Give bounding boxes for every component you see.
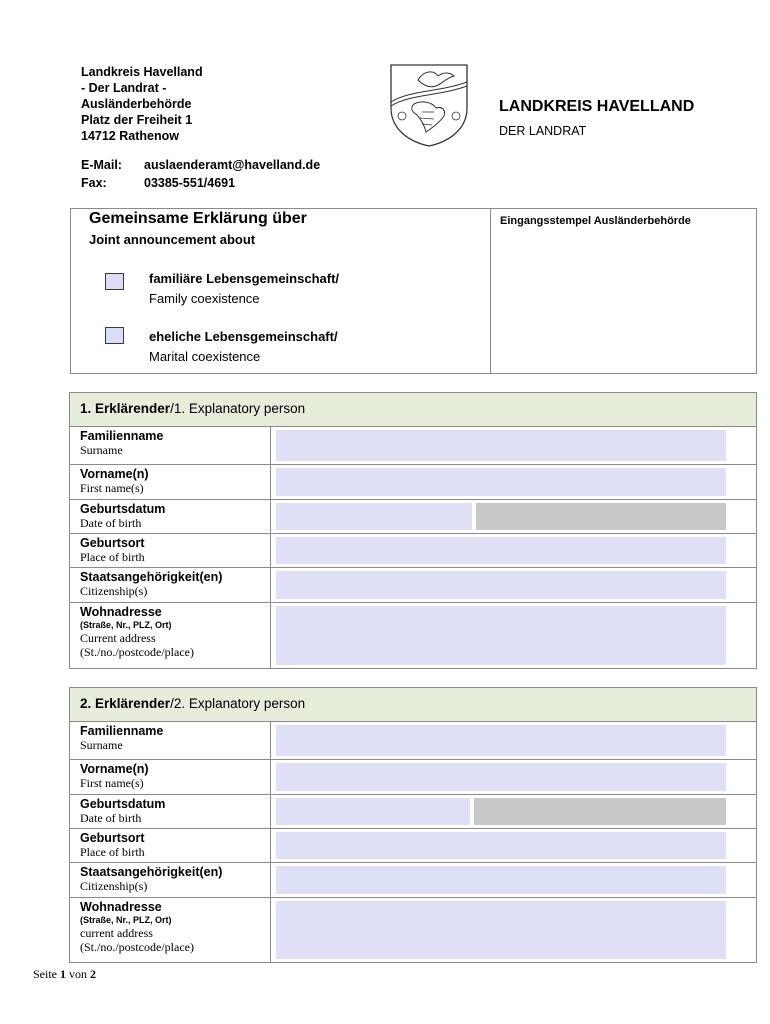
first-name-input[interactable] [276, 763, 726, 791]
sender-line: 14712 Rathenow [81, 129, 179, 143]
table-row [70, 722, 756, 760]
label-en: Date of birth [80, 516, 142, 530]
date-of-birth-input[interactable] [276, 503, 472, 530]
page-number: 1 [60, 967, 66, 981]
label-de: Geburtsdatum [80, 797, 166, 811]
address-input[interactable] [276, 901, 726, 959]
row-label [70, 829, 271, 862]
label-en-detail: (St./no./postcode/place) [80, 940, 194, 954]
surname-input[interactable] [276, 430, 726, 461]
footer-middle: von [69, 967, 87, 981]
email-row [81, 156, 320, 174]
brand-title: LANDKREIS HAVELLAND [499, 98, 695, 115]
person-2-section [69, 687, 757, 963]
person-1-section [69, 392, 757, 669]
sender-line: - Der Landrat - [81, 81, 167, 95]
label-en: First name(s) [80, 481, 144, 495]
date-of-birth-input[interactable] [276, 798, 470, 825]
email-label: E-Mail: [81, 158, 122, 172]
place-of-birth-input[interactable] [276, 537, 726, 564]
stamp-label: Eingangsstempel Ausländerbehörde [500, 215, 691, 227]
declaration-subtitle: Joint announcement about [89, 232, 256, 247]
label-en: Place of birth [80, 845, 145, 859]
row-label [70, 898, 271, 962]
table-row [70, 898, 756, 962]
declaration-divider [490, 208, 491, 374]
date-of-birth-extra-field [476, 503, 726, 530]
fax-row [81, 174, 320, 192]
sender-address [81, 64, 203, 144]
label-de: Familienname [80, 429, 164, 443]
citizenship-input[interactable] [276, 866, 726, 894]
person-1-heading [70, 393, 756, 427]
label-en: Place of birth [80, 550, 145, 564]
page-footer [33, 967, 96, 982]
table-row [70, 863, 756, 898]
row-label [70, 722, 271, 759]
label-en: current address [80, 926, 153, 940]
label-de: Staatsangehörigkeit(en) [80, 865, 223, 879]
person-2-heading-en: /2. Explanatory person [170, 696, 306, 711]
row-label [70, 603, 271, 668]
label-en: Citizenship(s) [80, 584, 148, 598]
person-1-heading-de: 1. Erklärender [80, 401, 171, 416]
table-row [70, 427, 756, 465]
row-label [70, 760, 271, 794]
fax-label: Fax: [81, 176, 107, 190]
row-label [70, 427, 271, 464]
row-label [70, 500, 271, 533]
label-de: Wohnadresse [80, 900, 162, 914]
citizenship-input[interactable] [276, 571, 726, 599]
email-value: auslaenderamt@havelland.de [144, 158, 321, 172]
row-label [70, 863, 271, 897]
table-row [70, 465, 756, 500]
table-row [70, 534, 756, 568]
person-2-heading-de: 2. Erklärender [80, 696, 171, 711]
table-row [70, 829, 756, 863]
surname-input[interactable] [276, 725, 726, 756]
person-2-heading [70, 688, 756, 722]
table-row [70, 603, 756, 668]
label-en: Date of birth [80, 811, 142, 825]
label-de: Vorname(n) [80, 467, 149, 481]
marital-coexistence-checkbox[interactable] [105, 327, 124, 344]
label-en-detail: (St./no./postcode/place) [80, 645, 194, 659]
row-label [70, 534, 271, 567]
first-name-input[interactable] [276, 468, 726, 496]
row-label [70, 795, 271, 828]
sender-line: Ausländerbehörde [81, 97, 192, 111]
label-de: Wohnadresse [80, 605, 162, 619]
sender-contact [81, 156, 320, 192]
footer-prefix: Seite [33, 967, 57, 981]
label-en: First name(s) [80, 776, 144, 790]
label-de: Geburtsort [80, 536, 145, 550]
family-coexistence-label: familiäre Lebensgemeinschaft/ [149, 271, 340, 286]
table-row [70, 760, 756, 795]
label-de: Geburtsdatum [80, 502, 166, 516]
label-de: Geburtsort [80, 831, 145, 845]
table-row [70, 795, 756, 829]
row-label [70, 465, 271, 499]
label-en: Citizenship(s) [80, 879, 148, 893]
family-coexistence-checkbox[interactable] [105, 273, 124, 290]
date-of-birth-extra-field [474, 798, 726, 825]
sender-line: Landkreis Havelland [81, 65, 203, 79]
label-en: Current address [80, 631, 156, 645]
coat-of-arms-icon [388, 62, 470, 148]
brand-subtitle: DER LANDRAT [499, 124, 587, 138]
label-de: Vorname(n) [80, 762, 149, 776]
marital-coexistence-label: eheliche Lebensgemeinschaft/ [149, 329, 338, 344]
label-en: Surname [80, 443, 123, 457]
label-hint: (Straße, Nr., PLZ, Ort) [80, 620, 172, 630]
family-coexistence-label-en: Family coexistence [149, 291, 260, 306]
sender-line: Platz der Freiheit 1 [81, 113, 193, 127]
address-input[interactable] [276, 606, 726, 665]
label-en: Surname [80, 738, 123, 752]
marital-coexistence-label-en: Marital coexistence [149, 349, 261, 364]
label-de: Familienname [80, 724, 164, 738]
page-total: 2 [90, 967, 96, 981]
person-1-heading-en: /1. Explanatory person [170, 401, 306, 416]
fax-value: 03385-551/4691 [144, 176, 236, 190]
table-row [70, 500, 756, 534]
declaration-title: Gemeinsame Erklärung über [89, 210, 307, 227]
row-label [70, 568, 271, 602]
table-row [70, 568, 756, 603]
label-hint: (Straße, Nr., PLZ, Ort) [80, 915, 172, 925]
place-of-birth-input[interactable] [276, 832, 726, 859]
label-de: Staatsangehörigkeit(en) [80, 570, 223, 584]
